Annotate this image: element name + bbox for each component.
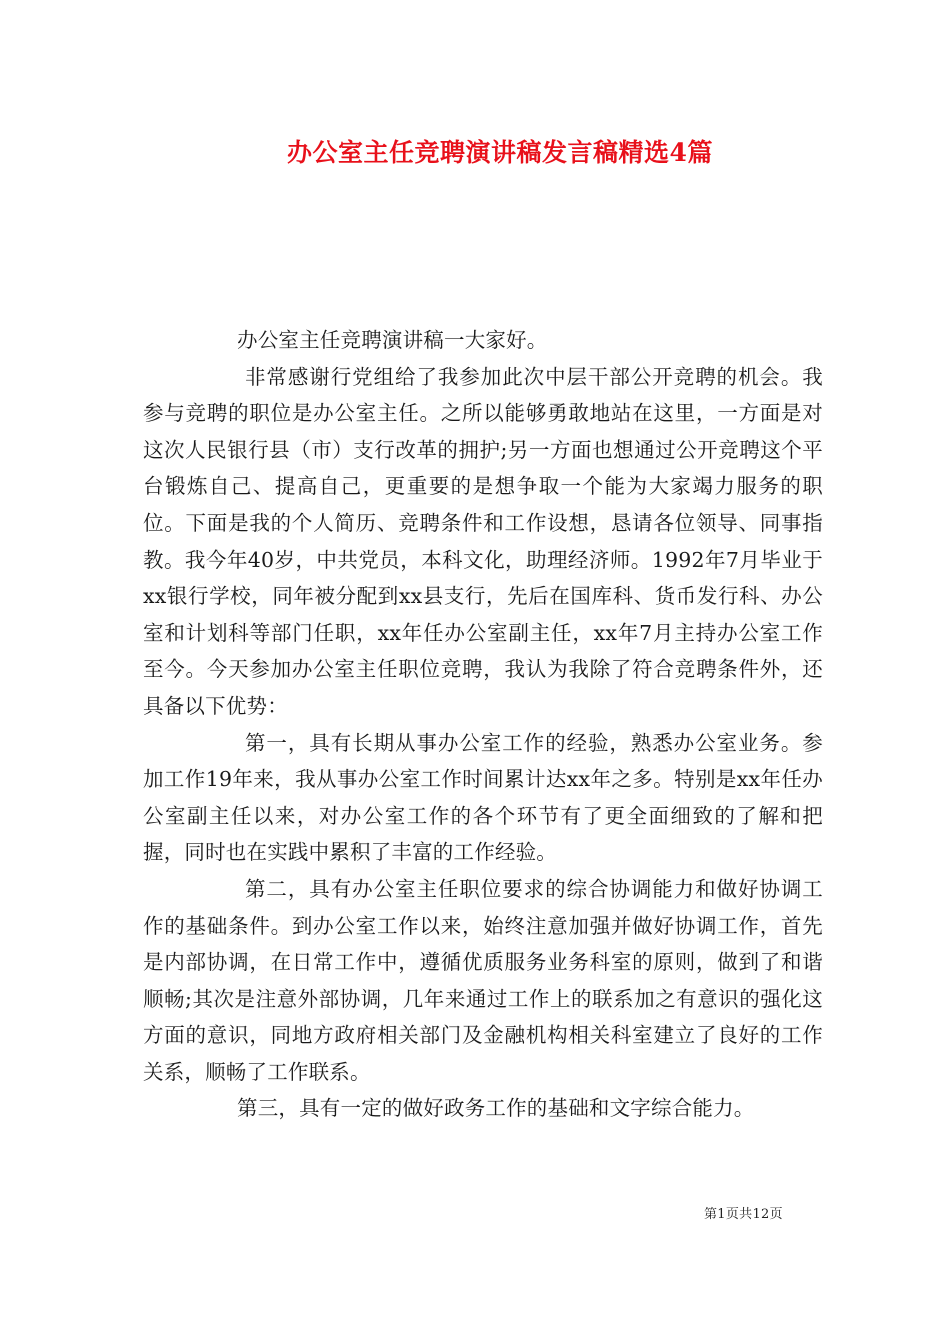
page-number: 第1页共12页 xyxy=(704,1207,783,1222)
document-body xyxy=(143,322,823,1127)
paragraph-advantage-1: 第一，具有长期从事办公室工作的经验，熟悉办公室业务。参加工作19年来，我从事办公室工作时间累计达xx年之多。特别是xx年任办公室副主任以来，对办公室工作的各个环节有了更全面细致的了解和把握，同时也在实践中累积了丰富的工作经验。 xyxy=(143,730,823,865)
paragraph-intro: 非常感谢行党组给了我参加此次中层干部公开竞聘的机会。我参与竞聘的职位是办公室主任。之所以能够勇敢地站在这里，一方面是对这次人民银行县（市）支行改革的拥护;另一方面也想通过公开竞聘这个平台锻炼自己、提高自己，更重要的是想争取一个能为大家竭力服务的职位。下面是我的个人简历、竞聘条件和工作设想，恳请各位领导、同事指教。我今年40岁，中共党员，本科文化，助理经济师。1992年7月毕业于xx银行学校，同年被分配到xx县支行，先后在国库科、货币发行科、办公室和计划科等部门任职，xx年任办公室副主任，xx年7月主持办公室工作至今。今天参加办公室主任职位竞聘，我认为我除了符合竞聘条件外，还具备以下优势： xyxy=(143,364,823,718)
paragraph-advantage-2: 第二，具有办公室主任职位要求的综合协调能力和做好协调工作的基础条件。到办公室工作以来，始终注意加强并做好协调工作，首先是内部协调，在日常工作中，遵循优质服务业务科室的原则，做到了和谐顺畅;其次是注意外部协调，几年来通过工作上的联系加之有意识的强化这方面的意识，同地方政府相关部门及金融机构相关科室建立了良好的工作关系，顺畅了工作联系。 xyxy=(143,876,823,1084)
paragraph-advantage-3: 第三，具有一定的做好政务工作的基础和文字综合能力。 xyxy=(237,1096,755,1121)
document-title: 办公室主任竞聘演讲稿发言稿精选4篇 xyxy=(287,138,713,167)
paragraph-greeting: 办公室主任竞聘演讲稿一大家好。 xyxy=(237,328,548,352)
